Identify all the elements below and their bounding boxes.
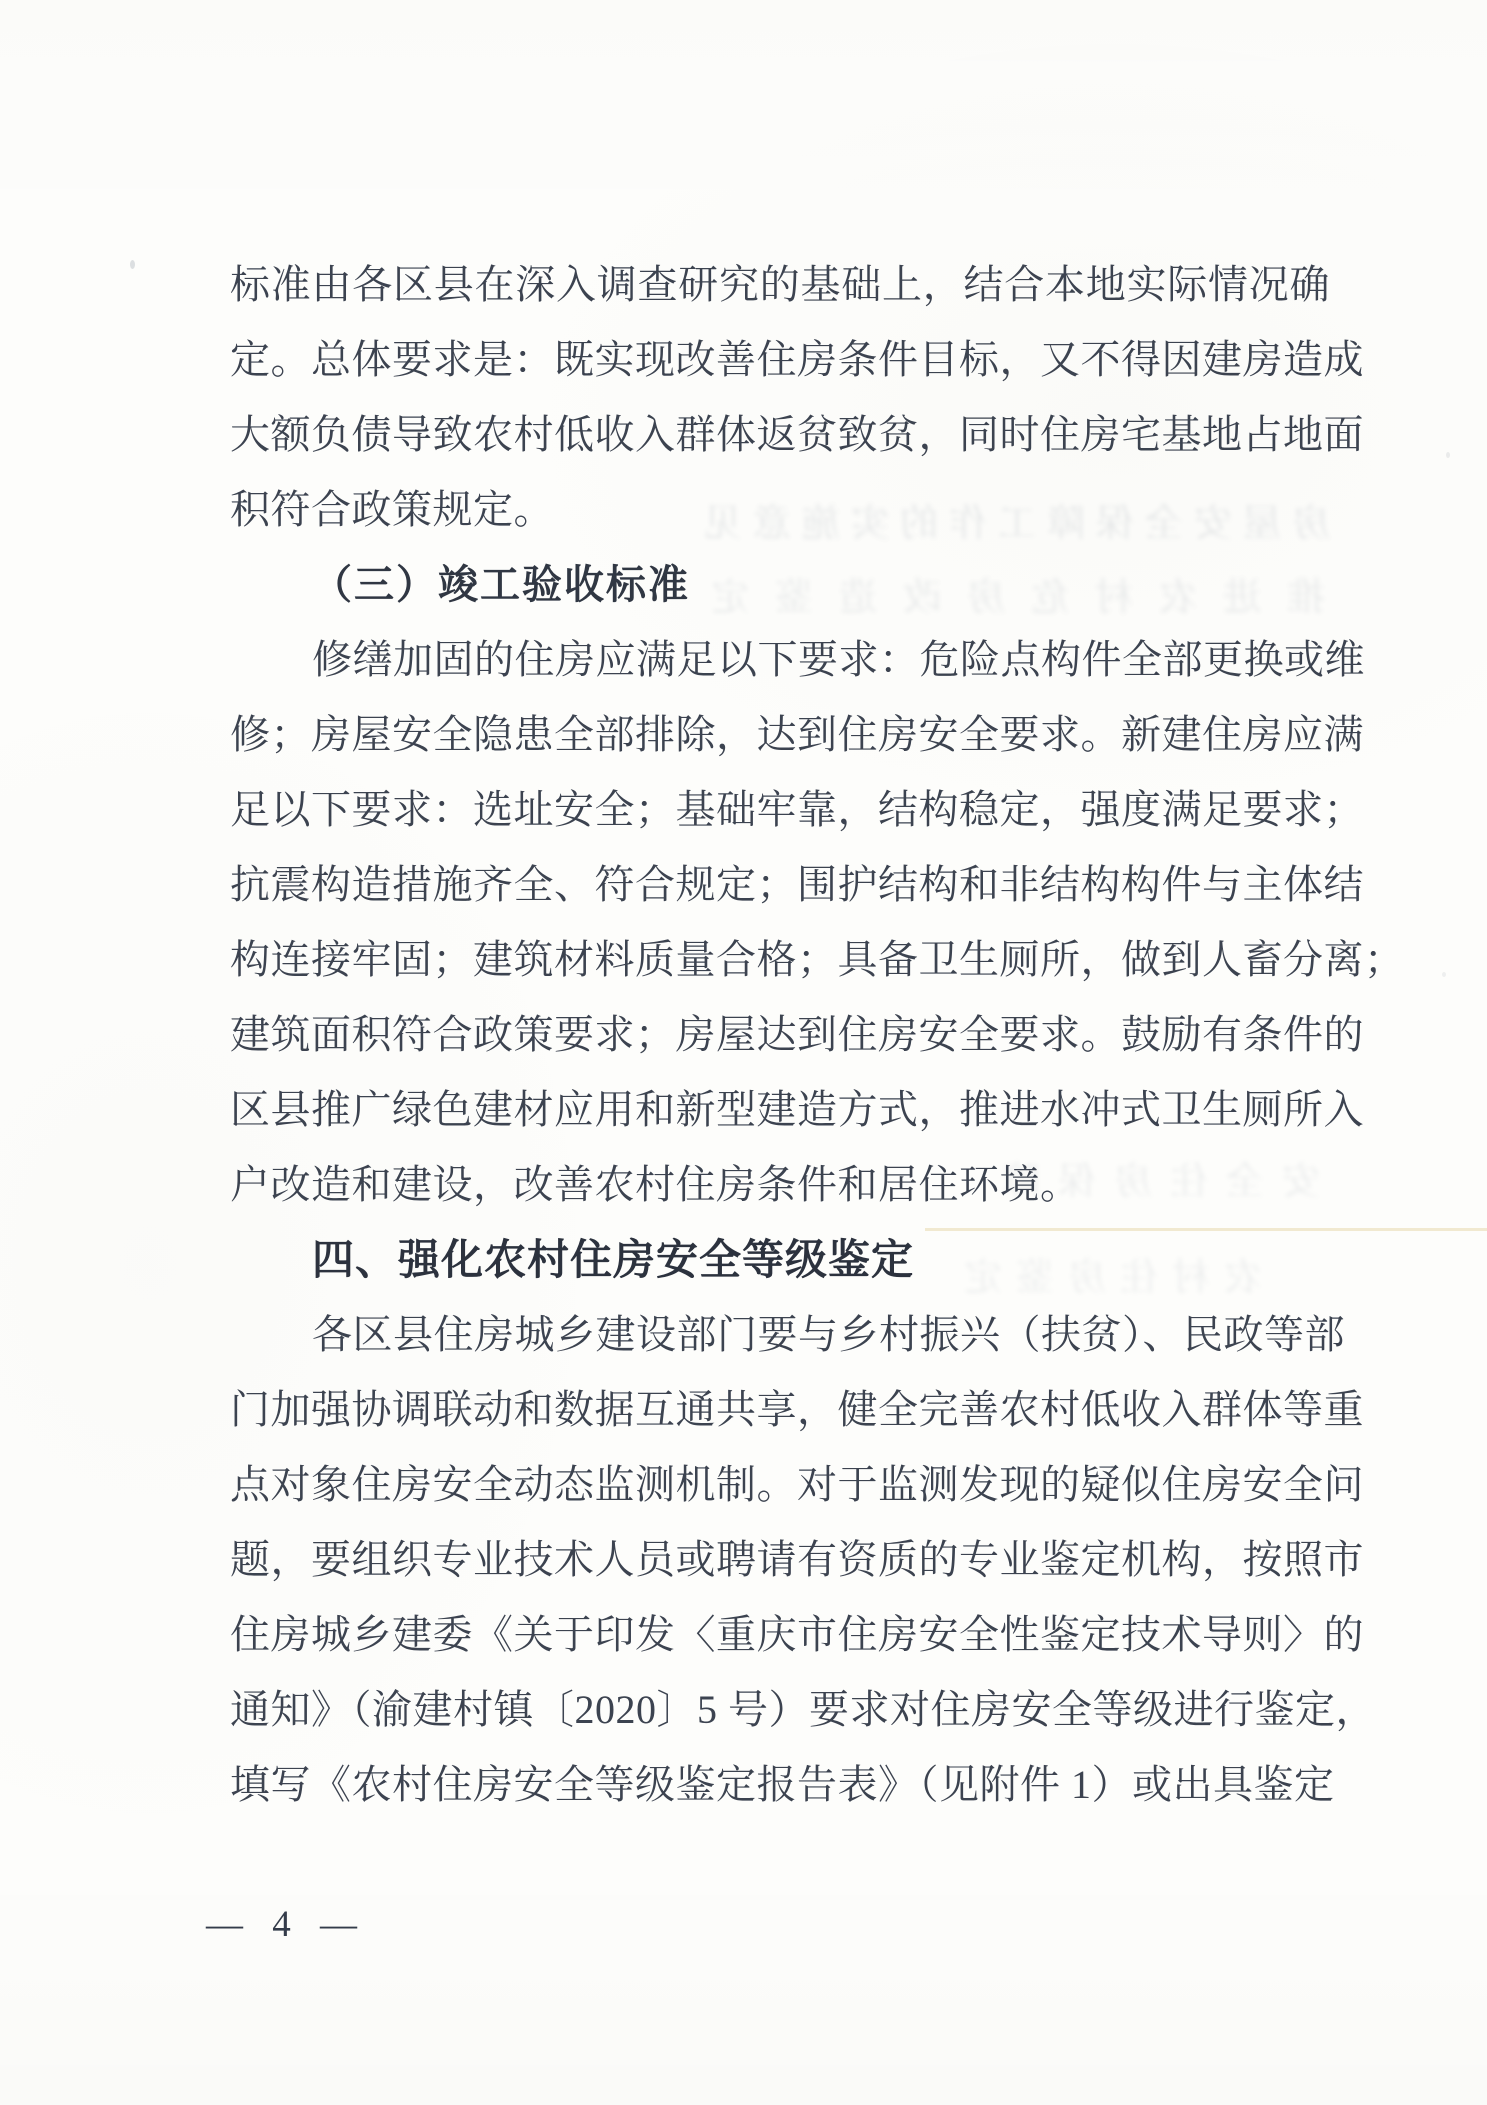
scan-speck: [130, 260, 135, 269]
bleedthrough-text: 推进农村危房改造鉴定: [684, 577, 1325, 619]
text-line: 定。总体要求是：既实现改善住房条件目标，又不得因建房造成: [230, 337, 1364, 382]
bleedthrough-text: 房屋安全保障工作的实施意见: [692, 503, 1330, 545]
text-line: 门加强协调联动和数据互通共享，健全完善农村低收入群体等重: [230, 1387, 1364, 1432]
text-line: 足以下要求：选址安全；基础牢靠，结构稳定，强度满足要求；: [230, 787, 1364, 832]
bleedthrough-text: 安全住房保障: [983, 1161, 1320, 1203]
text-line: 填写《农村住房安全等级鉴定报告表》（见附件 1）或出具鉴定: [230, 1762, 1335, 1807]
scan-speck: [1446, 452, 1450, 458]
text-line: 积符合政策规定。: [230, 487, 554, 532]
text-line: 抗震构造措施齐全、符合规定；围护结构和非结构构件与主体结: [230, 862, 1364, 907]
text-line: 构连接牢固；建筑材料质量合格；具备卫生厕所，做到人畜分离；: [230, 937, 1405, 982]
text-line: 题，要组织专业技术人员或聘请有资质的专业鉴定机构，按照市: [230, 1537, 1364, 1582]
text-line: 通知》（渝建村镇〔2020〕5 号）要求对住房安全等级进行鉴定，: [230, 1687, 1376, 1732]
scan-speck: [1442, 972, 1446, 977]
text-line: 住房城乡建委《关于印发〈重庆市住房安全性鉴定技术导则〉的: [230, 1612, 1364, 1657]
text-line: 各区县住房城乡建设部门要与乡村振兴（扶贫）、民政等部: [312, 1312, 1345, 1357]
text-line: 点对象住房安全动态监测机制。对于监测发现的疑似住房安全问: [230, 1462, 1364, 1507]
page-number: — 4 —: [206, 1904, 367, 1945]
document-body: [230, 247, 1405, 1822]
text-line: 修；房屋安全隐患全部排除，达到住房安全要求。新建住房应满: [230, 712, 1364, 757]
text-line: 标准由各区县在深入调查研究的基础上，结合本地实际情况确: [230, 262, 1330, 307]
text-line: 区县推广绿色建材应用和新型建造方式，推进水冲式卫生厕所入: [230, 1087, 1364, 1132]
section-heading-3: （三）竣工验收标准: [312, 562, 690, 607]
text-line: 建筑面积符合政策要求；房屋达到住房安全要求。鼓励有条件的: [230, 1012, 1364, 1057]
text-line: 大额负债导致农村低收入群体返贫致贫，同时住房宅基地占地面: [230, 412, 1364, 457]
text-line: 户改造和建设，改善农村住房条件和居住环境。: [230, 1162, 1081, 1207]
section-heading-4: 四、强化农村住房安全等级鉴定: [312, 1236, 915, 1283]
text-line: 修缮加固的住房应满足以下要求：危险点构件全部更换或维: [312, 637, 1365, 682]
bleedthrough-text: 农村住房鉴定: [949, 1257, 1262, 1299]
